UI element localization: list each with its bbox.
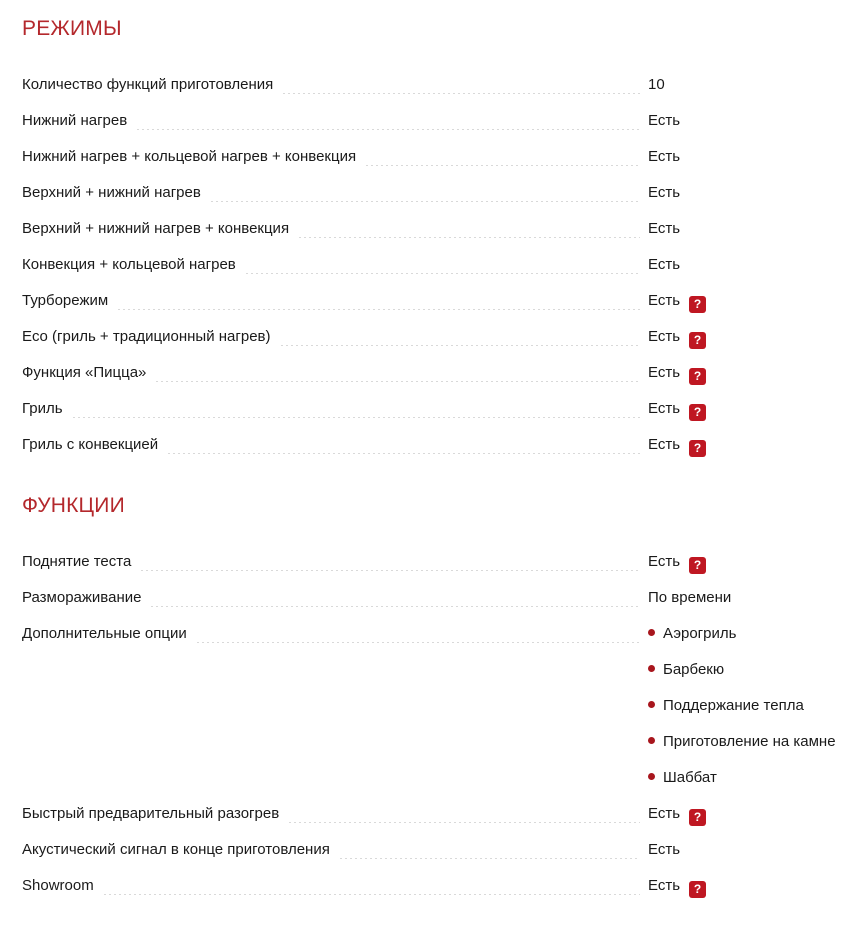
spec-value-cell (648, 796, 827, 832)
spec-value: 10 (648, 76, 665, 93)
spec-value: По времени (648, 589, 732, 606)
spec-value: Есть (648, 364, 681, 381)
leader-line (118, 309, 640, 310)
spec-value-cell (648, 832, 827, 868)
option-item (648, 688, 836, 724)
spec-row (22, 319, 827, 355)
section-title: ФУНКЦИИ (22, 494, 125, 517)
spec-row-left (22, 67, 648, 103)
spec-row (22, 247, 827, 283)
spec-value-cell (648, 391, 827, 427)
spec-row (22, 103, 827, 139)
spec-value-cell (648, 67, 827, 103)
spec-value: Есть (648, 328, 681, 345)
leader-line (366, 165, 640, 166)
spec-label: Быстрый предварительный разогрев (22, 805, 280, 822)
spec-label: Поднятие теста (22, 553, 132, 570)
help-icon[interactable]: ? (689, 557, 706, 574)
spec-row-left (22, 211, 648, 247)
spec-value-cell (648, 427, 827, 463)
spec-value: Есть (648, 805, 681, 822)
spec-row-left (22, 391, 648, 427)
spec-row (22, 868, 827, 904)
spec-row (22, 283, 827, 319)
leader-line (168, 453, 640, 454)
spec-row-left (22, 319, 648, 355)
leader-line (289, 822, 640, 823)
spec-value: Есть (648, 112, 681, 129)
spec-label: Верхний + нижний нагрев + конвекция (22, 220, 290, 237)
options-list (648, 616, 836, 796)
option-item (648, 616, 836, 652)
spec-label: Функция «Пицца» (22, 364, 147, 381)
bullet-icon (648, 701, 655, 708)
section-title: РЕЖИМЫ (22, 17, 122, 40)
spec-label: Размораживание (22, 589, 142, 606)
spec-value-cell (648, 139, 827, 175)
spec-row (22, 427, 827, 463)
option-label: Приготовление на камне (663, 733, 836, 750)
spec-row-left (22, 868, 648, 904)
option-item (648, 724, 836, 760)
help-icon[interactable]: ? (689, 368, 706, 385)
spec-value-cell (648, 247, 827, 283)
spec-row (22, 175, 827, 211)
spec-row-left (22, 427, 648, 463)
spec-value-cell (648, 580, 827, 616)
spec-value: Есть (648, 148, 681, 165)
leader-line (281, 345, 640, 346)
spec-row-left (22, 283, 648, 319)
spec-row-left (22, 544, 648, 580)
spec-value-cell (648, 103, 827, 139)
spec-label: Количество функций приготовления (22, 76, 274, 93)
spec-value-cell (648, 616, 836, 796)
option-label: Шаббат (663, 769, 717, 786)
spec-value: Есть (648, 220, 681, 237)
spec-row (22, 355, 827, 391)
spec-value: Есть (648, 292, 681, 309)
spec-row (22, 544, 827, 580)
spec-value-cell (648, 544, 827, 580)
leader-line (156, 381, 640, 382)
spec-value-cell (648, 355, 827, 391)
spec-row-left (22, 139, 648, 175)
leader-line (299, 237, 640, 238)
spec-value: Есть (648, 436, 681, 453)
bullet-icon (648, 773, 655, 780)
help-icon[interactable]: ? (689, 296, 706, 313)
spec-row-left (22, 580, 648, 616)
spec-value-cell (648, 283, 827, 319)
spec-value-cell (648, 175, 827, 211)
help-icon[interactable]: ? (689, 440, 706, 457)
bullet-icon (648, 629, 655, 636)
leader-line (137, 129, 640, 130)
spec-row-left (22, 103, 648, 139)
spec-value-cell (648, 868, 827, 904)
spec-section (22, 493, 836, 904)
spec-row (22, 796, 827, 832)
spec-label: Верхний + нижний нагрев (22, 184, 201, 201)
spec-label: Гриль (22, 400, 63, 417)
help-icon[interactable]: ? (689, 809, 706, 826)
spec-value: Есть (648, 256, 681, 273)
spec-label: Showroom (22, 877, 94, 894)
option-label: Поддержание тепла (663, 697, 804, 714)
spec-row-left (22, 616, 648, 652)
spec-row-left (22, 247, 648, 283)
spec-value-cell (648, 211, 827, 247)
spec-section (22, 16, 827, 463)
help-icon[interactable]: ? (689, 404, 706, 421)
bullet-icon (648, 737, 655, 744)
spec-row (22, 139, 827, 175)
spec-label: Дополнительные опции (22, 625, 187, 642)
spec-value: Есть (648, 553, 681, 570)
spec-row-left (22, 796, 648, 832)
spec-row-left (22, 832, 648, 868)
leader-line (151, 606, 640, 607)
spec-row (22, 67, 827, 103)
leader-line (73, 417, 640, 418)
option-label: Барбекю (663, 661, 725, 678)
leader-line (211, 201, 640, 202)
spec-row (22, 211, 827, 247)
leader-line (340, 858, 640, 859)
bullet-icon (648, 665, 655, 672)
spec-value: Есть (648, 184, 681, 201)
spec-label: Нижний нагрев (22, 112, 128, 129)
spec-row (22, 391, 827, 427)
leader-line (104, 894, 640, 895)
spec-value: Есть (648, 841, 681, 858)
option-item (648, 652, 836, 688)
spec-value: Есть (648, 400, 681, 417)
spec-label: Eco (гриль + традиционный нагрев) (22, 328, 271, 345)
spec-label: Гриль с конвекцией (22, 436, 159, 453)
spec-label: Турборежим (22, 292, 109, 309)
spec-label: Конвекция + кольцевой нагрев (22, 256, 236, 273)
leader-line (141, 570, 640, 571)
leader-line (246, 273, 640, 274)
option-label: Аэрогриль (663, 625, 737, 642)
spec-row-left (22, 355, 648, 391)
spec-row (22, 616, 836, 796)
spec-label: Нижний нагрев + кольцевой нагрев + конвекция (22, 148, 357, 165)
leader-line (283, 93, 640, 94)
spec-row (22, 832, 827, 868)
spec-label: Акустический сигнал в конце приготовления (22, 841, 330, 858)
spec-value-cell (648, 319, 827, 355)
spec-row-left (22, 175, 648, 211)
spec-value: Есть (648, 877, 681, 894)
leader-line (197, 642, 640, 643)
help-icon[interactable]: ? (689, 881, 706, 898)
spec-row (22, 580, 827, 616)
option-item (648, 760, 836, 796)
help-icon[interactable]: ? (689, 332, 706, 349)
